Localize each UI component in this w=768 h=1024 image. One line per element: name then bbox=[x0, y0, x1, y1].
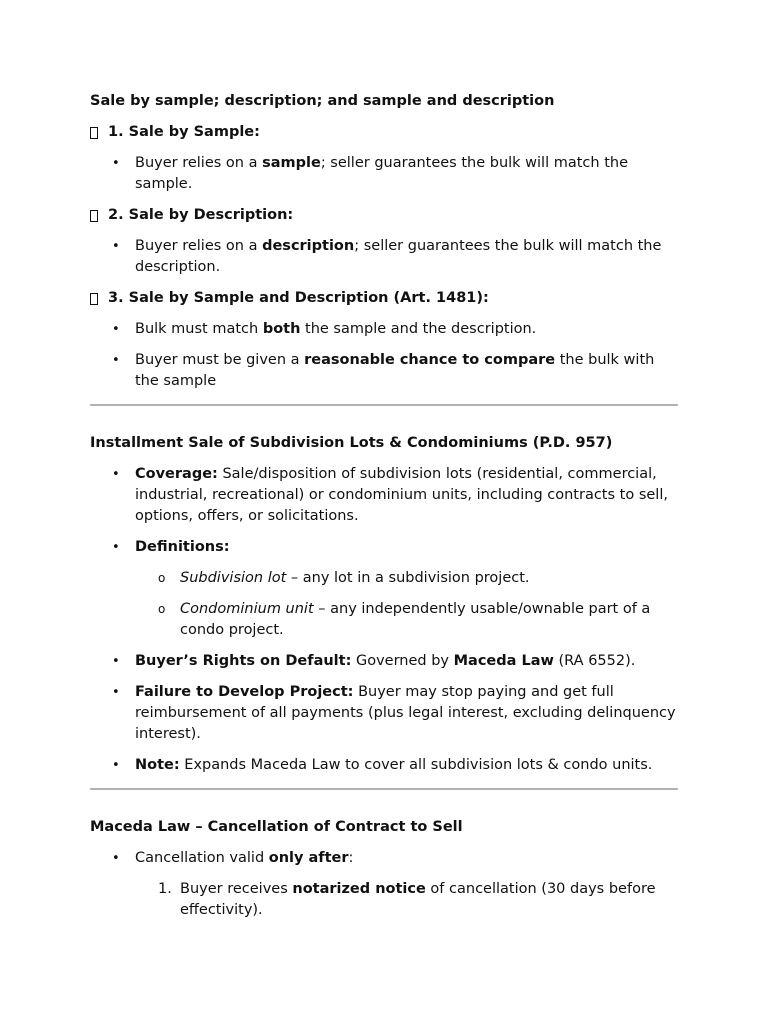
section-title-installment-sale: Installment Sale of Subdivision Lots & Condominiums (P.D. 957) bbox=[90, 435, 613, 451]
list-sale-by-sample bbox=[90, 153, 680, 195]
section-title-sale-by-sample: Sale by sample; description; and sample and description bbox=[90, 93, 555, 109]
list-sale-by-description bbox=[90, 236, 680, 278]
bullet-icon: • bbox=[112, 353, 120, 368]
list-item-step-1: 1. Buyer receives notarized notice of cancellation (30 days before effectivity). bbox=[158, 881, 656, 918]
section-divider bbox=[90, 788, 678, 790]
step-number: 1. bbox=[158, 881, 172, 897]
document-page bbox=[90, 91, 680, 931]
sub-bullet-icon: o bbox=[158, 602, 166, 616]
bullet-icon: • bbox=[112, 654, 120, 669]
subheading-sample-and-description: 3. Sale by Sample and Description (Art. 1481): bbox=[90, 288, 680, 309]
sub-bullet-icon: o bbox=[158, 571, 166, 585]
bullet-icon: • bbox=[112, 851, 120, 866]
section-title-maceda-law: Maceda Law – Cancellation of Contract to Sell bbox=[90, 819, 463, 835]
list-item-def-subdivision-lot: o Subdivision lot – any lot in a subdivision project. bbox=[90, 568, 680, 589]
bullet-icon: • bbox=[112, 685, 120, 700]
list-installment-sale bbox=[90, 464, 680, 776]
list-item-failure-to-develop: • Failure to Develop Project: Buyer may stop paying and get full reimbursement of all payments (plus legal interest, excluding delinquency interest). bbox=[112, 684, 676, 742]
checkbox-glyph-icon bbox=[90, 293, 98, 305]
list-item-def-condominium-unit: o Condominium unit – any independently usable/ownable part of a condo project. bbox=[158, 601, 651, 638]
list-maceda-law bbox=[90, 848, 680, 921]
list-item-buyer-rights: • Buyer’s Rights on Default: Governed by Maceda Law (RA 6552). bbox=[90, 651, 680, 672]
section-divider bbox=[90, 404, 678, 406]
bullet-icon: • bbox=[112, 758, 120, 773]
list-item-note: • Note: Expands Maceda Law to cover all subdivision lots & condo units. bbox=[90, 755, 680, 776]
subheading-sale-by-description: 2. Sale by Description: bbox=[90, 205, 680, 226]
list-item-coverage: • Coverage: Sale/disposition of subdivision lots (residential, commercial, industrial, recreational) or condominium units, including contracts to sell, options, offers, or solicitations. bbox=[112, 466, 668, 524]
subheading-sale-by-sample: 1. Sale by Sample: bbox=[90, 122, 680, 143]
list-item: • Bulk must match both the sample and the description. bbox=[90, 319, 680, 340]
bullet-icon: • bbox=[112, 156, 120, 171]
list-sample-and-description bbox=[90, 319, 680, 392]
list-item-cancellation: • Cancellation valid only after: bbox=[90, 848, 680, 869]
list-item: • Buyer relies on a sample; seller guarantees the bulk will match the sample. bbox=[112, 155, 628, 192]
list-item-definitions: • Definitions: bbox=[90, 537, 680, 558]
checkbox-glyph-icon bbox=[90, 210, 98, 222]
bullet-icon: • bbox=[112, 239, 120, 254]
checkbox-glyph-icon bbox=[90, 127, 98, 139]
bullet-icon: • bbox=[112, 322, 120, 337]
list-item: • Buyer must be given a reasonable chance to compare the bulk with the sample bbox=[112, 352, 655, 389]
list-item: • Buyer relies on a description; seller guarantees the bulk will match the description. bbox=[112, 238, 662, 275]
bullet-icon: • bbox=[112, 540, 120, 555]
bullet-icon: • bbox=[112, 467, 120, 482]
